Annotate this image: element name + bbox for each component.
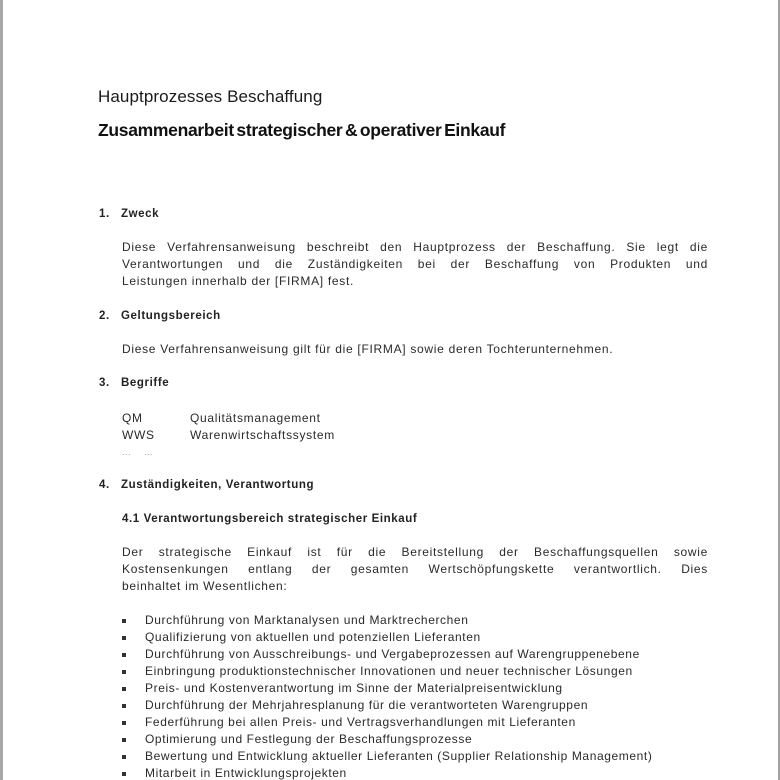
term-abbreviation: ...	[122, 447, 132, 457]
list-item	[122, 765, 652, 780]
section-number: 2.	[99, 310, 110, 322]
bullet-square-icon	[122, 636, 126, 640]
term-abbreviation: QM	[122, 411, 143, 425]
terms-list	[122, 410, 335, 461]
bullet-square-icon	[122, 619, 126, 623]
paragraph-line: Der strategische Einkauf ist für die Bereitstellung der Beschaffungsquellen sowie	[122, 545, 708, 559]
section-number: 4.	[99, 479, 110, 491]
paragraph-line: Leistungen innerhalb der [FIRMA] fest.	[122, 274, 355, 288]
term-row	[122, 444, 335, 461]
list-item	[122, 748, 652, 765]
list-item-text: Durchführung der Mehrjahresplanung für die verantworteten Warengruppen	[145, 698, 589, 712]
bullet-square-icon	[122, 653, 126, 657]
bullet-square-icon	[122, 721, 126, 725]
subsection-heading-strategischer-einkauf: 4.1 Verantwortungsbereich strategischer Einkauf	[122, 513, 418, 525]
term-definition: Warenwirtschaftssystem	[190, 428, 335, 442]
bullet-square-icon	[122, 704, 126, 708]
bullet-square-icon	[122, 687, 126, 691]
list-item-text: Optimierung und Festlegung der Beschaffungsprozesse	[145, 732, 473, 746]
paragraph-line: Kostensenkungen entlang der gesamten Wertschöpfungskette verantwortlich. Dies	[122, 562, 708, 576]
paragraph-line: Diese Verfahrensanweisung gilt für die [FIRMA] sowie deren Tochterunternehmen.	[122, 342, 614, 356]
list-item-text: Mitarbeit in Entwicklungsprojekten	[145, 766, 347, 780]
section-heading-geltungsbereich	[99, 310, 221, 322]
section-paragraph-zweck	[122, 239, 708, 290]
bullet-square-icon	[122, 738, 126, 742]
list-item	[122, 612, 652, 629]
section-heading-zustaendigkeiten	[99, 479, 314, 491]
section-number: 1.	[99, 208, 110, 220]
section-title: Zuständigkeiten, Verantwortung	[121, 479, 315, 491]
list-item	[122, 629, 652, 646]
section-title: Geltungsbereich	[121, 310, 221, 322]
bullet-square-icon	[122, 670, 126, 674]
list-item	[122, 697, 652, 714]
section-number: 3.	[99, 377, 110, 389]
document-title: Hauptprozesses Beschaffung	[98, 87, 323, 106]
list-item-text: Einbringung produktionstechnischer Innovationen und neuer technischer Lösungen	[145, 664, 633, 678]
list-item-text: Durchführung von Marktanalysen und Marktrecherchen	[145, 613, 469, 627]
responsibilities-list	[122, 612, 652, 780]
section-heading-begriffe	[99, 377, 169, 389]
term-abbreviation: WWS	[122, 428, 155, 442]
term-definition: ...	[144, 447, 154, 457]
section-title: Begriffe	[121, 377, 170, 389]
list-item-text: Bewertung und Entwicklung aktueller Lieferanten (Supplier Relationship Management)	[145, 749, 653, 763]
subsection-paragraph-strategischer-einkauf	[122, 544, 708, 595]
list-item	[122, 663, 652, 680]
section-paragraph-geltungsbereich	[122, 341, 708, 358]
bullet-square-icon	[122, 772, 126, 776]
list-item	[122, 731, 652, 748]
list-item-text: Durchführung von Ausschreibungs- und Vergabeprozessen auf Warengruppenebene	[145, 647, 640, 661]
paragraph-line: Verantwortungen und die Zuständigkeiten bei der Beschaffung von Produkten und	[122, 257, 708, 271]
section-title: Zweck	[121, 208, 160, 220]
bullet-square-icon	[122, 755, 126, 759]
paragraph-line: Diese Verfahrensanweisung beschreibt den Hauptprozess der Beschaffung. Sie legt die	[122, 240, 708, 254]
list-item-text: Qualifizierung von aktuellen und potenziellen Lieferanten	[145, 630, 481, 644]
list-item-text: Preis- und Kostenverantwortung im Sinne der Materialpreisentwicklung	[145, 681, 563, 695]
term-row	[122, 410, 335, 427]
section-heading-zweck	[99, 208, 159, 220]
term-definition: Qualitätsmanagement	[190, 411, 321, 425]
list-item	[122, 714, 652, 731]
list-item-text: Federführung bei allen Preis- und Vertragsverhandlungen mit Lieferanten	[145, 715, 576, 729]
list-item	[122, 646, 652, 663]
list-item	[122, 680, 652, 697]
term-row	[122, 427, 335, 444]
document-subtitle: Zusammenarbeit strategischer & operativer Einkauf	[98, 120, 506, 140]
paragraph-line: beinhaltet im Wesentlichen:	[122, 579, 288, 593]
